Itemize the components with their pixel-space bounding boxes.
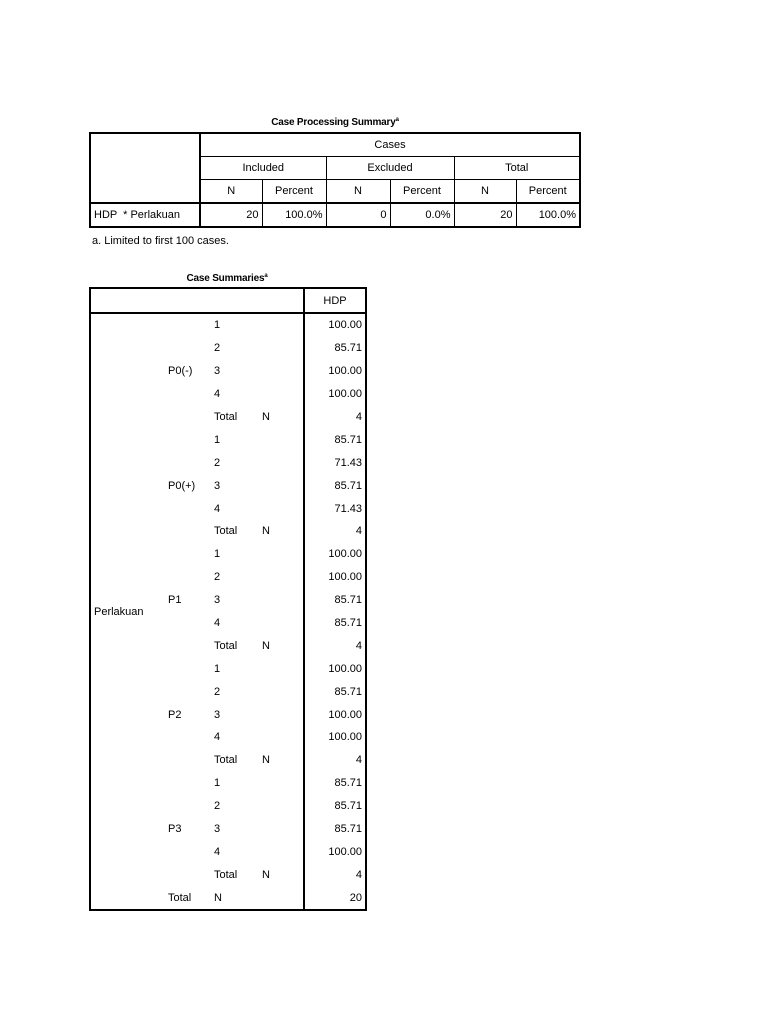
group-label: P0(-)	[168, 365, 193, 378]
total-n: 20	[454, 203, 516, 227]
group-n-value: 4	[304, 406, 366, 429]
footnote: a. Limited to first 100 cases.	[92, 235, 229, 247]
blank-cell	[259, 543, 304, 566]
case-number: 3	[214, 479, 221, 492]
included-percent-header: Percent	[262, 180, 326, 204]
blank-cell	[259, 474, 304, 497]
cases-header: Cases	[200, 133, 580, 157]
hdp-value: 100.00	[304, 703, 366, 726]
blank-cell	[259, 657, 304, 680]
case-processing-summary-title: Case Processing Summary$^a$	[271, 117, 399, 128]
group-total-label: Total	[214, 639, 238, 652]
header-corner	[90, 133, 200, 203]
factor-label: Perlakuan	[94, 605, 144, 618]
hdp-value: 100.00	[304, 726, 366, 749]
case-number: 4	[214, 502, 221, 515]
hdp-value: 71.43	[304, 451, 366, 474]
grand-total-label: Total	[168, 891, 192, 904]
hdp-value: 85.71	[304, 474, 366, 497]
blank-cell	[259, 795, 304, 818]
case-number: 1	[214, 319, 221, 332]
group-n-label: N	[262, 868, 270, 881]
excluded-n: 0	[326, 203, 390, 227]
case-summaries-title: Case Summaries$^a$	[186, 273, 268, 284]
case-number: 2	[214, 800, 221, 813]
excluded-header: Excluded	[326, 157, 454, 180]
hdp-value: 85.71	[304, 589, 366, 612]
header-blank	[211, 288, 259, 313]
case-number: 2	[214, 456, 221, 469]
blank-cell	[259, 313, 304, 337]
group-n-label: N	[262, 639, 270, 652]
case-number: 3	[214, 823, 221, 836]
blank-cell	[259, 497, 304, 520]
hdp-value: 85.71	[304, 795, 366, 818]
row-label: HDP * Perlakuan	[90, 203, 200, 227]
table-row	[90, 313, 366, 337]
header-blank	[259, 288, 304, 313]
table-row	[90, 203, 580, 227]
case-processing-summary-table	[89, 132, 581, 228]
group-label: P0(+)	[168, 479, 196, 492]
case-number: 4	[214, 617, 221, 630]
group-n-label: N	[262, 525, 270, 538]
hdp-value: 85.71	[304, 818, 366, 841]
hdp-value: 100.00	[304, 360, 366, 383]
blank-cell	[259, 589, 304, 612]
total-header: Total	[454, 157, 580, 180]
blank-cell	[259, 840, 304, 863]
blank-cell	[259, 428, 304, 451]
group-total-label: Total	[214, 754, 238, 767]
hdp-value: 100.00	[304, 840, 366, 863]
case-number: 4	[214, 845, 221, 858]
case-number: 4	[214, 388, 221, 401]
group-n-label: N	[262, 754, 270, 767]
excluded-percent-header: Percent	[390, 180, 454, 204]
hdp-value: 85.71	[304, 612, 366, 635]
hdp-value: 85.71	[304, 680, 366, 703]
blank-cell	[259, 383, 304, 406]
hdp-value: 71.43	[304, 497, 366, 520]
case-summaries-table	[89, 287, 367, 911]
case-number: 1	[214, 662, 221, 675]
blank-cell	[259, 360, 304, 383]
case-number: 1	[214, 433, 221, 446]
excluded-percent: 0.0%	[390, 203, 454, 227]
case-number: 2	[214, 685, 221, 698]
hdp-value: 85.71	[304, 772, 366, 795]
blank-cell	[259, 566, 304, 589]
blank-cell	[259, 612, 304, 635]
group-total-label: Total	[214, 525, 238, 538]
hdp-value: 100.00	[304, 657, 366, 680]
grand-total-n-value: 20	[304, 886, 366, 910]
group-label: P2	[168, 708, 182, 721]
blank-cell	[259, 703, 304, 726]
included-percent: 100.0%	[262, 203, 326, 227]
blank-cell	[259, 772, 304, 795]
total-n-header: N	[454, 180, 516, 204]
grand-total-n-label: N	[214, 891, 222, 904]
hdp-value: 85.71	[304, 428, 366, 451]
total-percent-header: Percent	[516, 180, 580, 204]
hdp-value: 100.00	[304, 313, 366, 337]
header-blank	[90, 288, 165, 313]
blank-cell	[259, 680, 304, 703]
blank-cell	[259, 337, 304, 360]
group-total-label: Total	[214, 411, 238, 423]
group-label: P3	[168, 823, 182, 836]
total-percent: 100.0%	[516, 203, 580, 227]
group-n-value: 4	[304, 520, 366, 543]
group-n-value: 4	[304, 863, 366, 886]
hdp-value: 100.00	[304, 383, 366, 406]
group-label: P1	[168, 594, 182, 607]
case-number: 2	[214, 571, 221, 584]
hdp-value: 100.00	[304, 566, 366, 589]
case-number: 4	[214, 731, 221, 744]
included-header: Included	[200, 157, 326, 180]
hdp-value: 100.00	[304, 543, 366, 566]
case-number: 3	[214, 594, 221, 607]
blank-cell	[259, 818, 304, 841]
group-n-label: N	[262, 411, 270, 423]
included-n: 20	[200, 203, 262, 227]
header-blank	[165, 288, 211, 313]
included-n-header: N	[200, 180, 262, 204]
group-n-value: 4	[304, 749, 366, 772]
group-total-label: Total	[214, 868, 238, 881]
hdp-column-header: HDP	[304, 288, 366, 313]
case-number: 3	[214, 365, 221, 378]
hdp-value: 85.71	[304, 337, 366, 360]
blank-cell	[259, 726, 304, 749]
blank-cell	[259, 451, 304, 474]
group-n-value: 4	[304, 634, 366, 657]
blank-cell	[259, 886, 304, 910]
excluded-n-header: N	[326, 180, 390, 204]
case-number: 2	[214, 342, 221, 355]
case-number: 1	[214, 548, 221, 561]
case-number: 1	[214, 777, 221, 790]
case-number: 3	[214, 708, 221, 721]
